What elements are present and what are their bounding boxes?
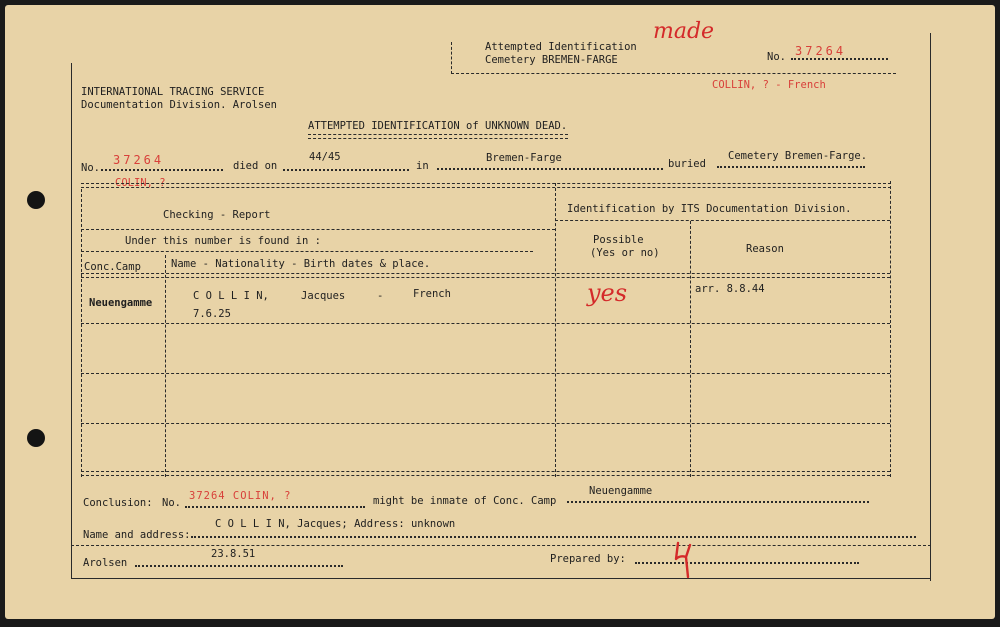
header-bracket-bottom (451, 73, 896, 74)
attempted-identification-label: Attempted Identification (485, 41, 637, 53)
buried-label: buried (668, 158, 706, 170)
row-rule-2 (81, 373, 890, 374)
table-bottom-rule (81, 471, 890, 476)
identification-heading: Identification by ITS Documentation Division. (567, 203, 852, 215)
header-no-label: No. (767, 51, 786, 63)
col-possible-sub: (Yes or no) (590, 247, 660, 259)
table-divider-identification (555, 183, 556, 477)
row-nationality: French (413, 288, 451, 300)
frame-left-line (71, 63, 72, 578)
name-address-value: C O L L I N, Jacques; Address: unknown (215, 518, 456, 530)
conclusion-camp-value: Neuengamme (589, 485, 653, 497)
frame-bottom-line (71, 578, 931, 579)
name-address-dots (191, 536, 916, 538)
might-be-inmate-label: might be inmate of Conc. Camp (373, 495, 557, 507)
header-no-dots (791, 58, 888, 60)
table-top-rule (81, 183, 891, 188)
checking-heading-rule (81, 229, 555, 230)
row-rule-1 (81, 323, 890, 324)
punch-hole-bottom (27, 429, 45, 447)
died-on-dots (283, 169, 409, 171)
table-divider-name (165, 255, 166, 477)
record-name-value: COLIN, ? (115, 177, 166, 189)
table-left-edge (81, 189, 82, 477)
row-camp: Neuengamme (89, 297, 153, 309)
in-label: in (416, 160, 429, 172)
date-dots (135, 565, 343, 567)
row-dash: - (377, 290, 384, 302)
in-dots (437, 168, 663, 170)
conclusion-label: Conclusion: (83, 497, 153, 509)
under-number-label: Under this number is found in : (125, 235, 321, 247)
title-underline (308, 134, 568, 139)
document-card (5, 5, 995, 619)
conclusion-no-label: No. (162, 497, 181, 509)
row-reason: arr. 8.8.44 (695, 283, 765, 295)
made-handwritten-note: made (653, 19, 715, 44)
record-no-value: 37264 (113, 153, 165, 167)
frame-right-line (930, 33, 931, 581)
conclusion-no-dots (185, 506, 365, 508)
checking-report-heading: Checking - Report (163, 209, 271, 221)
header-body-rule (81, 273, 890, 278)
form-title: ATTEMPTED IDENTIFICATION of UNKNOWN DEAD. (308, 120, 568, 132)
prepared-by-dots (635, 562, 859, 564)
name-address-rule (71, 545, 931, 546)
died-on-value: 44/45 (309, 151, 341, 163)
header-name-line: COLLIN, ? - French (712, 79, 826, 91)
row-surname: C O L L I N, (193, 290, 269, 302)
cemetery-label: Cemetery BREMEN-FARGE (485, 54, 618, 66)
table-right-edge (890, 181, 891, 477)
col-camp-header: Conc.Camp (84, 261, 141, 273)
name-address-label: Name and address: (83, 529, 191, 541)
died-on-label: died on (233, 160, 278, 172)
identification-heading-rule (555, 220, 890, 221)
conclusion-no-value: 37264 COLIN, ? (189, 490, 292, 502)
org-name: INTERNATIONAL TRACING SERVICE (81, 86, 265, 98)
table-divider-reason (690, 221, 691, 477)
buried-value: Cemetery Bremen-Farge. (728, 150, 868, 162)
header-no-value: 37264 (795, 44, 847, 58)
row-birth-date: 7.6.25 (193, 308, 231, 320)
row-possible-handwritten: yes (587, 279, 628, 307)
buried-dots (717, 166, 865, 168)
record-no-label: No. (81, 162, 100, 174)
row-rule-3 (81, 423, 890, 424)
col-name-header: Name - Nationality - Birth dates & place. (171, 258, 431, 270)
in-value: Bremen-Farge (486, 152, 562, 164)
header-bracket-left (451, 42, 452, 74)
col-reason-header: Reason (746, 243, 784, 255)
conclusion-camp-dots (567, 501, 869, 503)
date-value: 23.8.51 (211, 548, 256, 560)
under-number-rule (81, 251, 533, 252)
punch-hole-top (27, 191, 45, 209)
prepared-by-label: Prepared by: (550, 553, 626, 565)
record-no-dots (101, 169, 223, 171)
org-division: Documentation Division. Arolsen (81, 99, 277, 111)
initials-signature (670, 537, 700, 581)
row-first-name: Jacques (301, 290, 346, 302)
place-label: Arolsen (83, 557, 128, 569)
col-possible-header: Possible (593, 234, 644, 246)
